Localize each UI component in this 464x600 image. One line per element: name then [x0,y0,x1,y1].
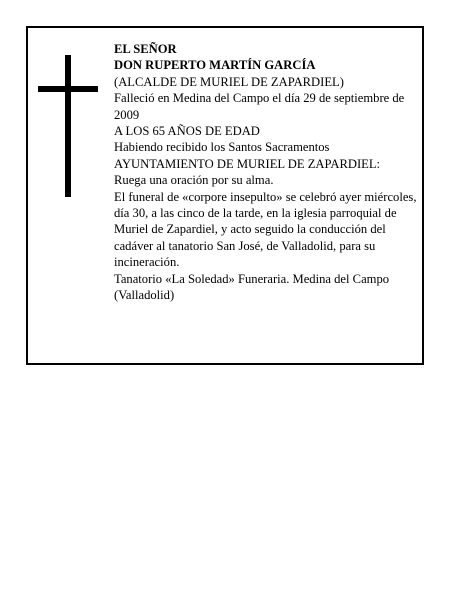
funeral-home: Tanatorio «La Soledad» Funeraria. Medina del Campo (Valladolid) [114,271,390,303]
prayer-line: Ruega una oración por su alma. [114,173,274,188]
age-line: A LOS 65 AÑOS DE EDAD [114,124,260,139]
obituary-notice [26,26,424,365]
council-line: AYUNTAMIENTO DE MURIEL DE ZAPARDIEL: [114,156,381,171]
funeral-details: El funeral de «corpore insepulto» se celebró ayer miércoles, día 30, a las cinco de la tarde, en la iglesia parroquial de Muriel de Zapardiel, y acto seguido la conducción del cadáver al tanatorio San José, de Valladolid, para su incineración. [114,189,417,270]
deceased-name: DON RUPERTO MARTÍN GARCÍA [114,58,316,73]
sacraments-line: Habiendo recibido los Santos Sacramentos [114,140,330,155]
obituary-title: EL SEÑOR [114,42,177,56]
deceased-role: (ALCALDE DE MURIEL DE ZAPARDIEL) [114,74,344,89]
cross-vertical-bar [65,55,71,197]
obituary-text [114,41,422,304]
cross-horizontal-bar [38,86,98,92]
death-details: Falleció en Medina del Campo el día 29 de septiembre de 2009 [114,91,405,122]
latin-cross-icon [38,55,98,197]
